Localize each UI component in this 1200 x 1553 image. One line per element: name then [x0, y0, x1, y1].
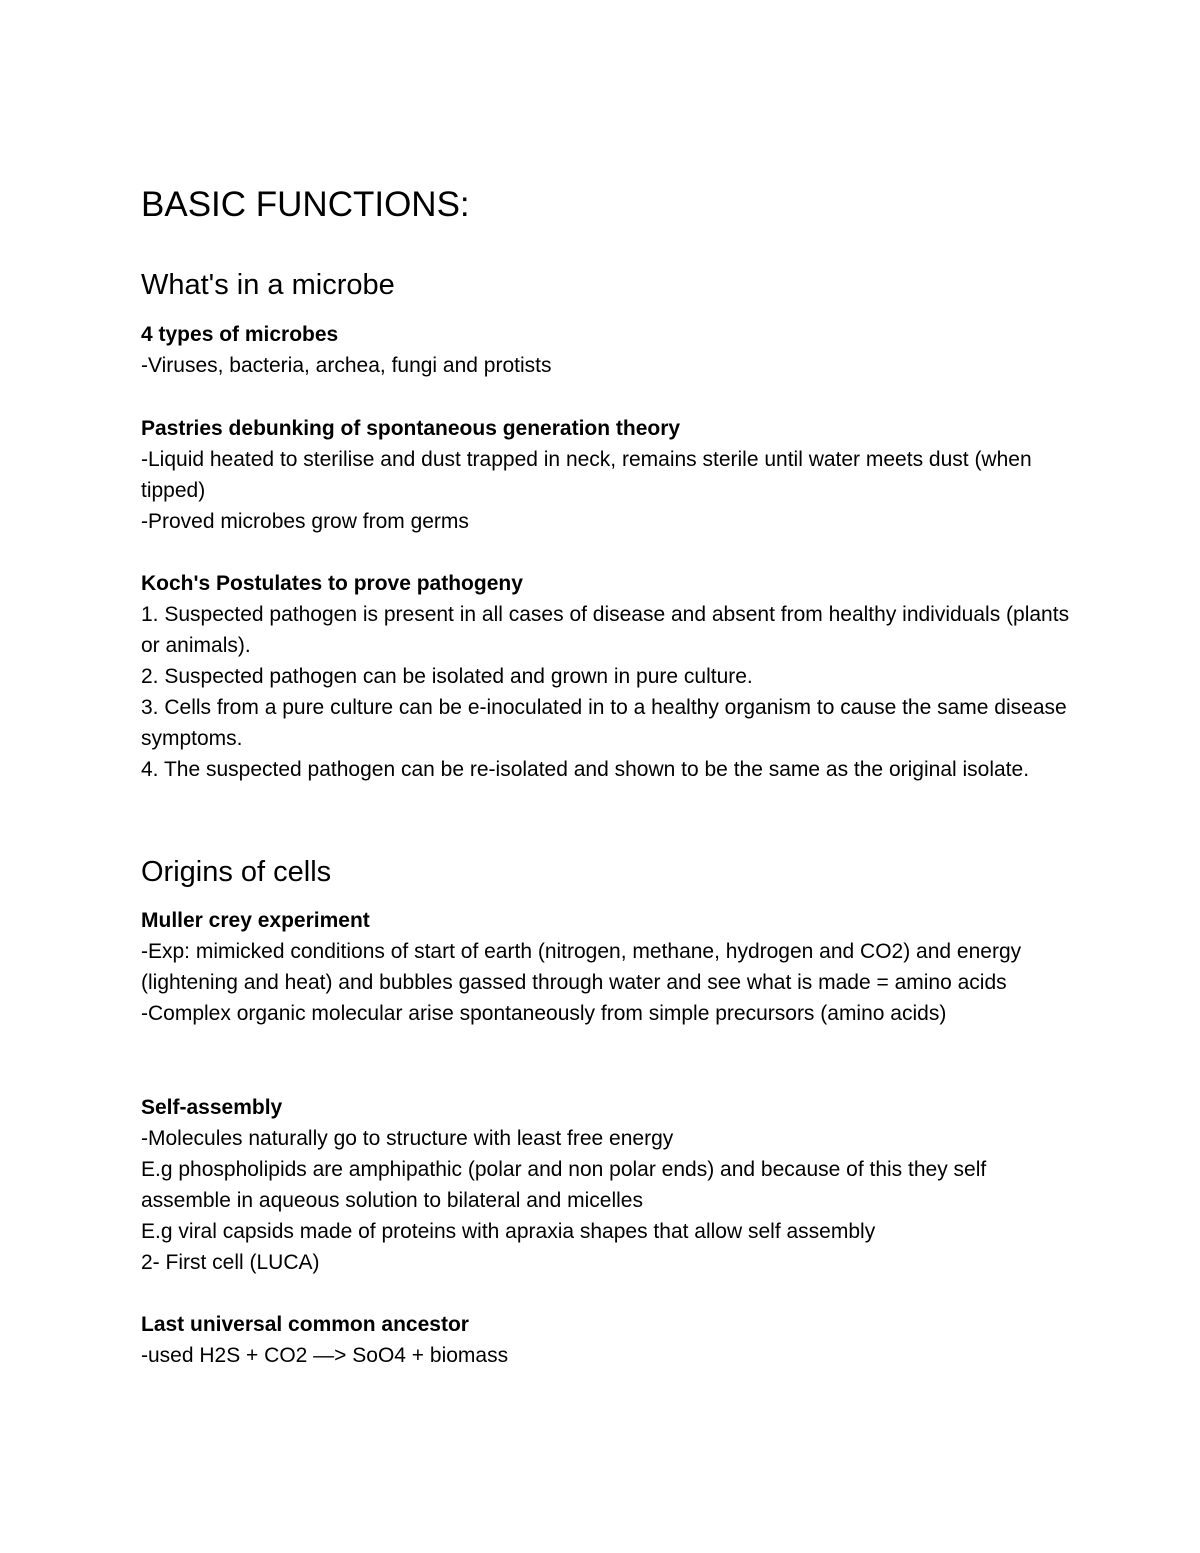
self-assembly-line-4: 2- First cell (LUCA) — [141, 1251, 320, 1274]
self-assembly-line-2: E.g phospholipids are amphipathic (polar and non polar ends) and because of this they self assemble in aqueous solution to bilateral and micelles — [141, 1158, 987, 1212]
muller-line-1: -Exp: mimicked conditions of start of earth (nitrogen, methane, hydrogen and CO2) and energy (lightening and heat) and bubbles gassed through water and see what is made = amino acids — [141, 940, 1022, 994]
microbe-types-line: -Viruses, bacteria, archea, fungi and protists — [141, 354, 552, 377]
koch-postulate-4: 4. The suspected pathogen can be re-isolated and shown to be the same as the original isolate. — [141, 758, 1030, 781]
pastries-line-1: -Liquid heated to sterilise and dust trapped in neck, remains sterile until water meets dust (when tipped) — [141, 448, 1032, 502]
pastries-heading: Pastries debunking of spontaneous generation theory — [141, 417, 681, 440]
muller-line-2: -Complex organic molecular arise spontaneously from simple precursors (amino acids) — [141, 1002, 947, 1025]
muller-block — [141, 905, 1071, 1029]
pastries-block — [141, 413, 1071, 537]
microbe-types-heading: 4 types of microbes — [141, 323, 339, 346]
koch-block — [141, 568, 1071, 785]
document-title: BASIC FUNCTIONS: — [141, 185, 470, 224]
section-heading-microbe: What's in a microbe — [141, 269, 395, 301]
luca-heading: Last universal common ancestor — [141, 1313, 469, 1336]
self-assembly-heading: Self-assembly — [141, 1096, 283, 1119]
luca-line: -used H2S + CO2 —> SoO4 + biomass — [141, 1344, 509, 1367]
self-assembly-block — [141, 1092, 1071, 1278]
koch-postulate-1: 1. Suspected pathogen is present in all cases of disease and absent from healthy individuals (plants or animals). — [141, 603, 1070, 657]
self-assembly-line-1: -Molecules naturally go to structure with least free energy — [141, 1127, 674, 1150]
koch-postulate-3: 3. Cells from a pure culture can be e-inoculated in to a healthy organism to cause the same disease symptoms. — [141, 696, 1067, 750]
koch-postulate-2: 2. Suspected pathogen can be isolated and grown in pure culture. — [141, 665, 753, 688]
self-assembly-line-3: E.g viral capsids made of proteins with apraxia shapes that allow self assembly — [141, 1220, 876, 1243]
section-heading-origins: Origins of cells — [141, 856, 332, 888]
luca-block — [141, 1309, 1071, 1371]
muller-heading: Muller crey experiment — [141, 909, 370, 932]
microbe-types-block — [141, 319, 1071, 381]
pastries-line-2: -Proved microbes grow from germs — [141, 510, 469, 533]
koch-heading: Koch's Postulates to prove pathogeny — [141, 572, 523, 595]
